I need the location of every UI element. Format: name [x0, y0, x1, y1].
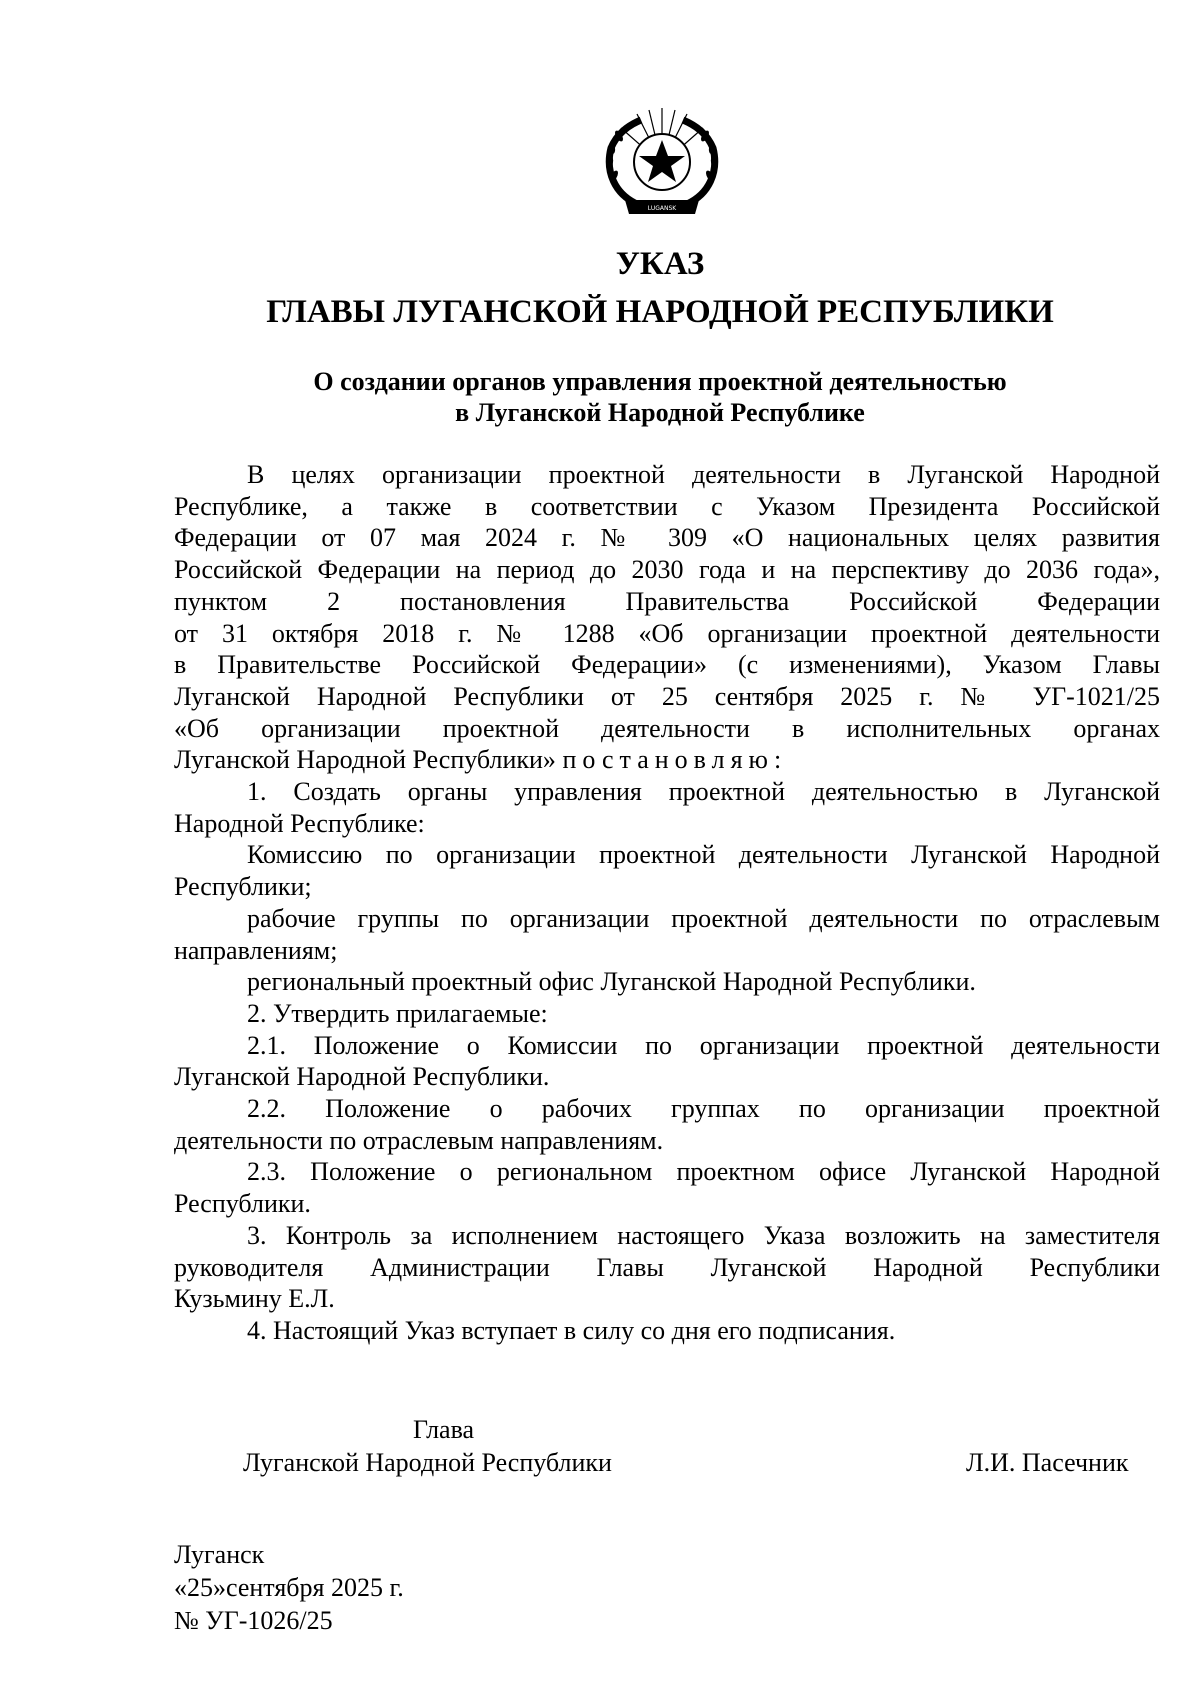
preamble-line: в Правительстве Российской Федерации» (с изменениями), Указом Главы: [174, 650, 1160, 680]
issuer-title: ГЛАВЫ ЛУГАНСКОЙ НАРОДНОЙ РЕСПУБЛИКИ: [266, 294, 1054, 330]
document-subject-line1: О создании органов управления проектной деятельностью: [313, 367, 1007, 396]
item-line: Народной Республике:: [174, 808, 425, 838]
item-line: Республики;: [174, 872, 312, 902]
signatory-position-org: Луганской Народной Республики: [243, 1448, 612, 1477]
item-line: деятельности по отраслевым направлениям.: [174, 1125, 664, 1155]
item-2-2: [174, 1093, 1160, 1156]
decree-word: постановляю:: [562, 745, 788, 775]
item-1-project-office: региональный проектный офис Луганской Народной Республики.: [247, 967, 976, 997]
decree-number: № УГ-1026/25: [174, 1606, 333, 1635]
svg-text:LUGANSK: LUGANSK: [647, 205, 677, 212]
item-1-working-groups: [174, 903, 1160, 966]
item-1-commission: [174, 839, 1160, 902]
item-2-1: [174, 1030, 1160, 1093]
preamble-line-last: [174, 744, 1160, 776]
preamble-line: от 31 октября 2018 г. № 1288 «Об организации проектной деятельности: [174, 618, 1160, 648]
decree-body: [174, 459, 1160, 1347]
preamble-line: В целях организации проектной деятельности в Луганской Народной: [247, 460, 1160, 489]
item-2: 2. Утвердить прилагаемые:: [247, 998, 548, 1028]
item-4: 4. Настоящий Указ вступает в силу со дня его подписания.: [247, 1315, 896, 1345]
item-line: рабочие группы по организации проектной деятельности по отраслевым: [247, 903, 1160, 933]
preamble-line: Республике, а также в соответствии с Указом Президента Российской: [174, 491, 1160, 521]
preamble-line: Федерации от 07 мая 2024 г. № 309 «О национальных целях развития: [174, 523, 1160, 553]
item-line: Республики.: [174, 1189, 311, 1219]
item-line: Комиссию по организации проектной деятельности Луганской Народной: [247, 840, 1160, 870]
preamble-line: Российской Федерации на период до 2030 года и на перспективу до 2036 года»,: [174, 555, 1160, 585]
item-3: [174, 1220, 1160, 1315]
preamble-line: Луганской Народной Республики»: [174, 745, 556, 775]
item-line: 1. Создать органы управления проектной деятельностью в Луганской: [247, 777, 1160, 807]
item-line: Кузьмину Е.Л.: [174, 1284, 335, 1314]
issue-date: «25»сентября 2025 г.: [174, 1573, 404, 1602]
item-line: 2.1. Положение о Комиссии по организации проектной деятельности: [247, 1030, 1160, 1060]
item-line: Луганской Народной Республики.: [174, 1062, 550, 1092]
issue-city: Луганск: [174, 1540, 265, 1569]
item-line: руководителя Администрации Главы Луганской Народной Республики: [174, 1252, 1160, 1282]
item-line: 3. Контроль за исполнением настоящего Указа возложить на заместителя: [247, 1220, 1160, 1250]
document-subject-line2: в Луганской Народной Республике: [455, 398, 865, 427]
preamble-paragraph: [174, 459, 1160, 776]
signatory-position-title: Глава: [413, 1415, 475, 1444]
item-1: [174, 776, 1160, 839]
coat-of-arms-icon: [597, 104, 727, 222]
item-line: 2.2. Положение о рабочих группах по организации проектной: [247, 1094, 1160, 1124]
item-line: 2.3. Положение о региональном проектном офисе Луганской Народной: [247, 1157, 1160, 1187]
signatory-name: Л.И. Пасечник: [966, 1448, 1129, 1477]
document-type-title: УКАЗ: [615, 246, 705, 282]
preamble-line: «Об организации проектной деятельности в исполнительных органах: [174, 713, 1160, 743]
item-2-3: [174, 1156, 1160, 1219]
preamble-line: Луганской Народной Республики от 25 сентября 2025 г. № УГ-1021/25: [174, 681, 1160, 711]
preamble-line: пунктом 2 постановления Правительства Российской Федерации: [174, 586, 1160, 616]
item-line: направлениям;: [174, 935, 338, 965]
